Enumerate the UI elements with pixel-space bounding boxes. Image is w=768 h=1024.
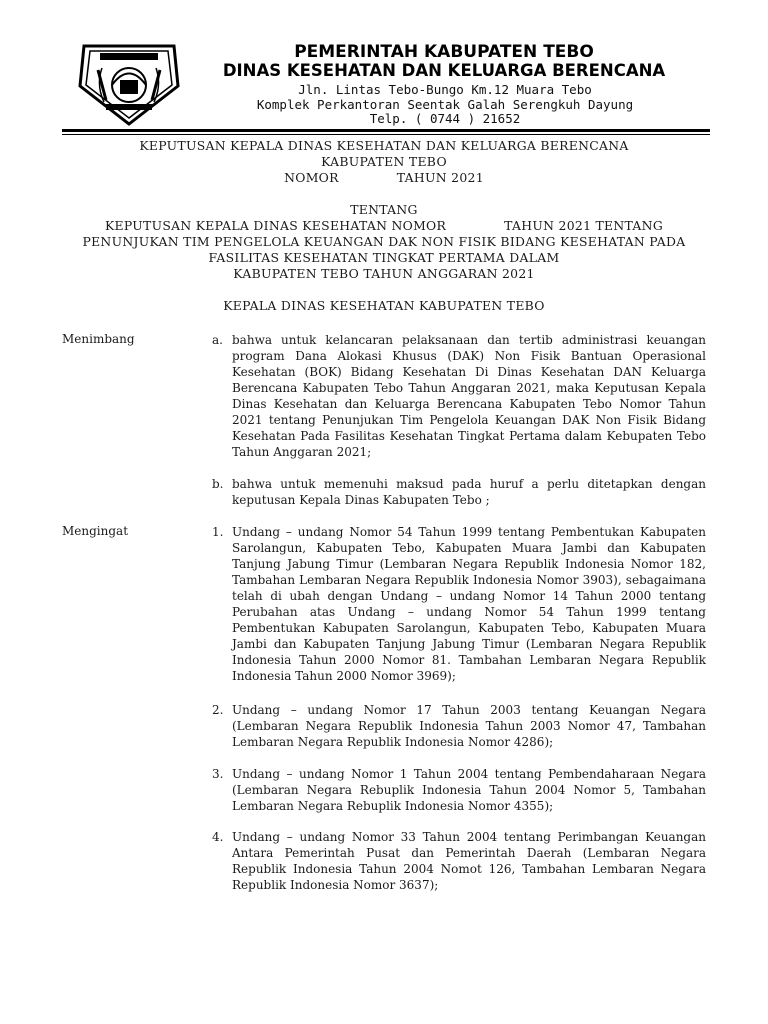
letterhead (0, 0, 768, 140)
nomor-label: NOMOR (284, 170, 339, 185)
decree-number-line (60, 170, 708, 186)
kabupaten-tebo-emblem-icon (76, 40, 182, 126)
tahun-label: TAHUN 2021 (396, 170, 484, 185)
item-marker: a. (212, 333, 223, 347)
mengingat-item-2 (212, 702, 706, 750)
org-name-line-1: PEMERINTAH KABUPATEN TEBO (294, 42, 594, 62)
tentang-line-1a: KEPUTUSAN KEPALA DINAS KESEHATAN NOMOR (104, 218, 447, 233)
mengingat-label: Mengingat (62, 524, 129, 538)
tentang-line-1b: TAHUN 2021 TENTANG (504, 218, 664, 233)
phone-line: Telp. ( 0744 ) 21652 (369, 111, 521, 126)
item-text: Undang – undang Nomor 17 Tahun 2003 tentang Keuangan Negara (Lembaran Negara Republik Indonesia Tahun 2003 Nomor 47, Tambahan Lembaran Negara Republik Indonesia Nomor 4286); (232, 703, 706, 749)
item-marker: 1. (212, 525, 224, 539)
tentang-line-3: FASILITAS KESEHATAN TINGKAT PERTAMA DALAM (208, 250, 560, 265)
letterhead-rule-thick (62, 129, 710, 132)
official-title: KEPALA DINAS KESEHATAN KABUPATEN TEBO (223, 298, 545, 313)
mengingat-item-1 (212, 524, 706, 684)
item-text: Undang – undang Nomor 1 Tahun 2004 tentang Pembendaharaan Negara (Lembaran Negara Rebuplik Indonesia Tahun 2004 Nomor 5, Tambahan Lembaran Negara Rebuplik Indonesia Nomor 4355); (232, 767, 706, 813)
mengingat-item-3 (212, 766, 706, 814)
decree-heading-line-1: KEPUTUSAN KEPALA DINAS KESEHATAN DAN KELUARGA BERENCANA (139, 138, 629, 153)
item-marker: 4. (212, 830, 224, 844)
item-text: bahwa untuk memenuhi maksud pada huruf a perlu ditetapkan dengan keputusan Kepala Dinas Kabupaten Tebo ; (232, 477, 706, 507)
address-line-1: Jln. Lintas Tebo-Bungo Km.12 Muara Tebo (298, 82, 592, 97)
tentang-line-1 (60, 218, 708, 234)
mengingat-item-4 (212, 829, 706, 893)
menimbang-item-b (212, 476, 706, 508)
item-marker: 3. (212, 767, 224, 781)
item-text: bahwa untuk kelancaran pelaksanaan dan tertib administrasi keuangan program Dana Alokasi Khusus (DAK) Non Fisik Bantuan Operasional Kesehatan (BOK) Bidang Kesehatan Di Dinas Kesehatan DAN Keluarga Berencana Kabupaten Tebo Tahun Anggaran 2021, maka Keputusan Kepala Dinas Kesehatan dan Keluarga Berencana Kabupaten Tebo Nomor Tahun 2021 tentang Penunjukan Tim Pengelola Keuangan DAK Non Fisik Bidang Kesehatan Pada Fasilitas Kesehatan Tingkat Pertama dalam Kebupaten Tebo Tahun Anggaran 2021; (232, 333, 706, 459)
tentang-label: TENTANG (350, 202, 418, 217)
org-name-line-2: DINAS KESEHATAN DAN KELUARGA BERENCANA (222, 61, 666, 80)
item-marker: 2. (212, 703, 224, 717)
tentang-line-4: KABUPATEN TEBO TAHUN ANGGARAN 2021 (233, 266, 535, 281)
item-text: Undang – undang Nomor 54 Tahun 1999 tentang Pembentukan Kabupaten Sarolangun, Kabupaten Tebo, Kabupaten Muara Jambi dan Kabupaten Tanjung Jabung Timur (Lembaran Negara Republik Indonesia Nomor 182, Tambahan Lembaran Negara Republik Indonesia Nomor 3903), sebagaimana telah di ubah dengan Undang – undang Nomor 14 Tahun 2000 tentang Perubahan atas Undang – undang Nomor 54 Tahun 1999 tentang Pembentukan Kabupaten Sarolangun, Kabupaten Tebo, Kabupaten Muara Jambi dan Kabupaten Tanjung Jabung Timur (Lembaran Negara Republik Indonesia Tahun 2000 Nomor 81. Tambahan Lembaran Negara Republik Indonesia Tahun 2000 Nomor 3969); (232, 525, 706, 683)
menimbang-item-a (212, 332, 706, 460)
menimbang-label: Menimbang (62, 332, 135, 346)
decree-heading-line-2: KABUPATEN TEBO (321, 154, 447, 169)
letterhead-rule-thin (62, 134, 710, 135)
tentang-line-2: PENUNJUKAN TIM PENGELOLA KEUANGAN DAK NON FISIK BIDANG KESEHATAN PADA (82, 234, 686, 249)
item-text: Undang – undang Nomor 33 Tahun 2004 tentang Perimbangan Keuangan Antara Pemerintah Pusat dan Pemerintah Daerah (Lembaran Negara Republik Indonesia Tahun 2004 Nomot 126, Tambahan Lembaran Negara Republik Indonesia Nomor 3637); (232, 830, 706, 892)
address-line-2: Komplek Perkantoran Seentak Galah Serengkuh Dayung (256, 97, 634, 112)
item-marker: b. (212, 477, 224, 491)
